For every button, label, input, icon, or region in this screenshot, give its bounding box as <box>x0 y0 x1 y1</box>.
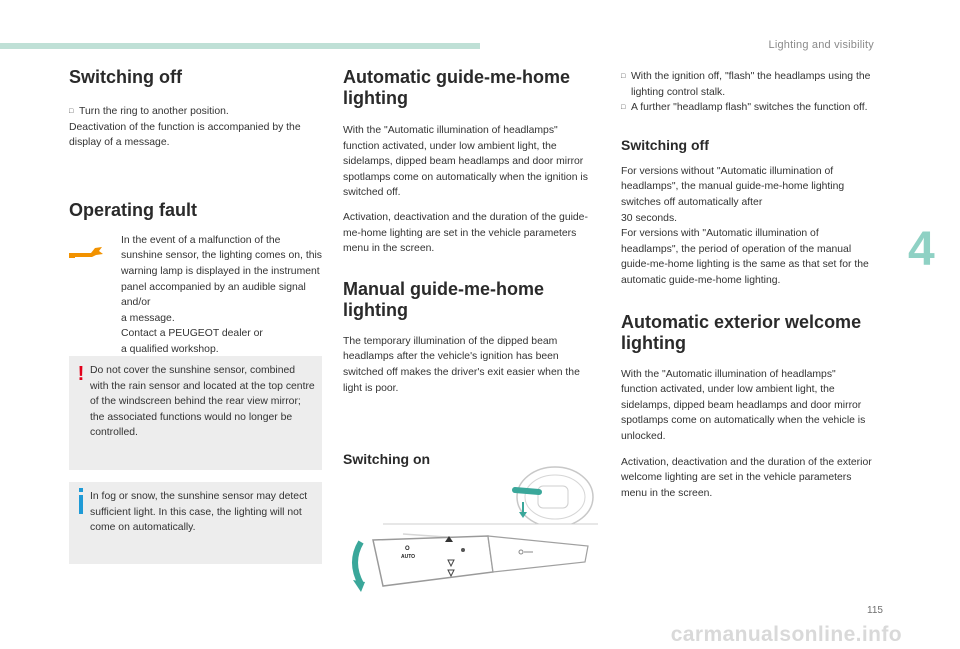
header-accent-bar <box>0 43 480 49</box>
chapter-number: 4 <box>908 223 935 276</box>
column-middle <box>343 60 596 468</box>
info-icon <box>76 488 86 518</box>
auto-guide-me-home-heading: Automatic guide-me-home lighting <box>343 67 571 108</box>
exclamation-icon: ! <box>77 363 85 385</box>
welcome-lighting-heading: Automatic exterior welcome lighting <box>621 311 862 353</box>
stalk-auto-label: AUTO <box>401 554 416 560</box>
flash-bullet-1: □ With the ignition off, "flash" the headlamps using the lighting control stalk. <box>621 69 874 100</box>
switching-off-bullet: □ Turn the ring to another position. <box>69 104 322 120</box>
warning-box: ! Do not cover the sunshine sensor, combined with the rain sensor and located at the top centre of the windscreen behind the rear view mirror; the associated functions would no longer be controlled. <box>69 356 322 470</box>
auto-text-1: With the "Automatic illumination of headlamps" function activated, under low ambient light, the sidelamps, dipped beam headlamps and door mirror spotlamps come on automatically when the ignition is switched off. <box>343 125 588 199</box>
square-bullet-icon: □ <box>69 108 74 115</box>
section-title: Lighting and visibility <box>768 39 874 51</box>
welcome-text-2: Activation, deactivation and the duration of the exterior welcome lighting are set in the vehicle parameters menu in the screen. <box>621 456 872 499</box>
auto-text-2: Activation, deactivation and the duration of the guide-me-home lighting are set in the vehicle parameters menu in the screen. <box>343 211 588 255</box>
switching-off-text: Deactivation of the function is accompanied by the display of a message. <box>69 121 301 149</box>
manual-text: The temporary illumination of the dipped beam headlamps after the vehicle's ignition has been switched off makes the driver's exit easier when the light is poor. <box>343 335 580 394</box>
manual-guide-me-home-heading: Manual guide-me-home lighting <box>343 278 545 320</box>
switching-off-heading: Switching off <box>69 67 182 87</box>
operating-fault-heading: Operating fault <box>69 199 198 220</box>
watermark: carmanualsonline.info <box>670 623 902 646</box>
square-bullet-icon: □ <box>621 104 626 112</box>
switching-on-heading: Switching on <box>343 451 431 468</box>
switching-off-heading-right: Switching off <box>621 136 709 153</box>
column-left <box>69 60 322 358</box>
lighting-stalk-illustration <box>343 462 598 602</box>
square-bullet-icon: □ <box>621 73 626 80</box>
page-number: 115 <box>867 605 883 616</box>
switching-off-text-block: For versions without "Automatic illumination of headlamps", the manual guide-me-home lighting switches off automatically after 30 seconds. For versions with "Automatic illumination of headlamps", the period of operation of the manual guide-me-home lighting is the same as that set for the automatic guide-me-home lighting. <box>621 165 869 286</box>
fault-description <box>69 233 322 358</box>
svg-text:O: O <box>405 546 410 552</box>
column-right <box>621 60 874 501</box>
fault-text-block: In the event of a malfunction of the sunshine sensor, the lighting comes on, this warning lamp is displayed in the instrument panel accompanied by an audible signal and/or a message. Contact a PEUGEOT dealer or a qualified workshop. <box>121 234 323 355</box>
flash-bullet-2: □ A further "headlamp flash" switches the function off. <box>621 100 874 116</box>
welcome-text-1: With the "Automatic illumination of headlamps" function activated, under low ambient light, the sidelamps, dipped beam headlamps and door mirror spotlamps come on automatically when the vehicle is unlocked. <box>621 368 866 442</box>
wrench-icon <box>69 233 121 358</box>
info-box: In fog or snow, the sunshine sensor may detect sufficient light. In this case, the lighting will not come on automatically. <box>69 482 322 564</box>
